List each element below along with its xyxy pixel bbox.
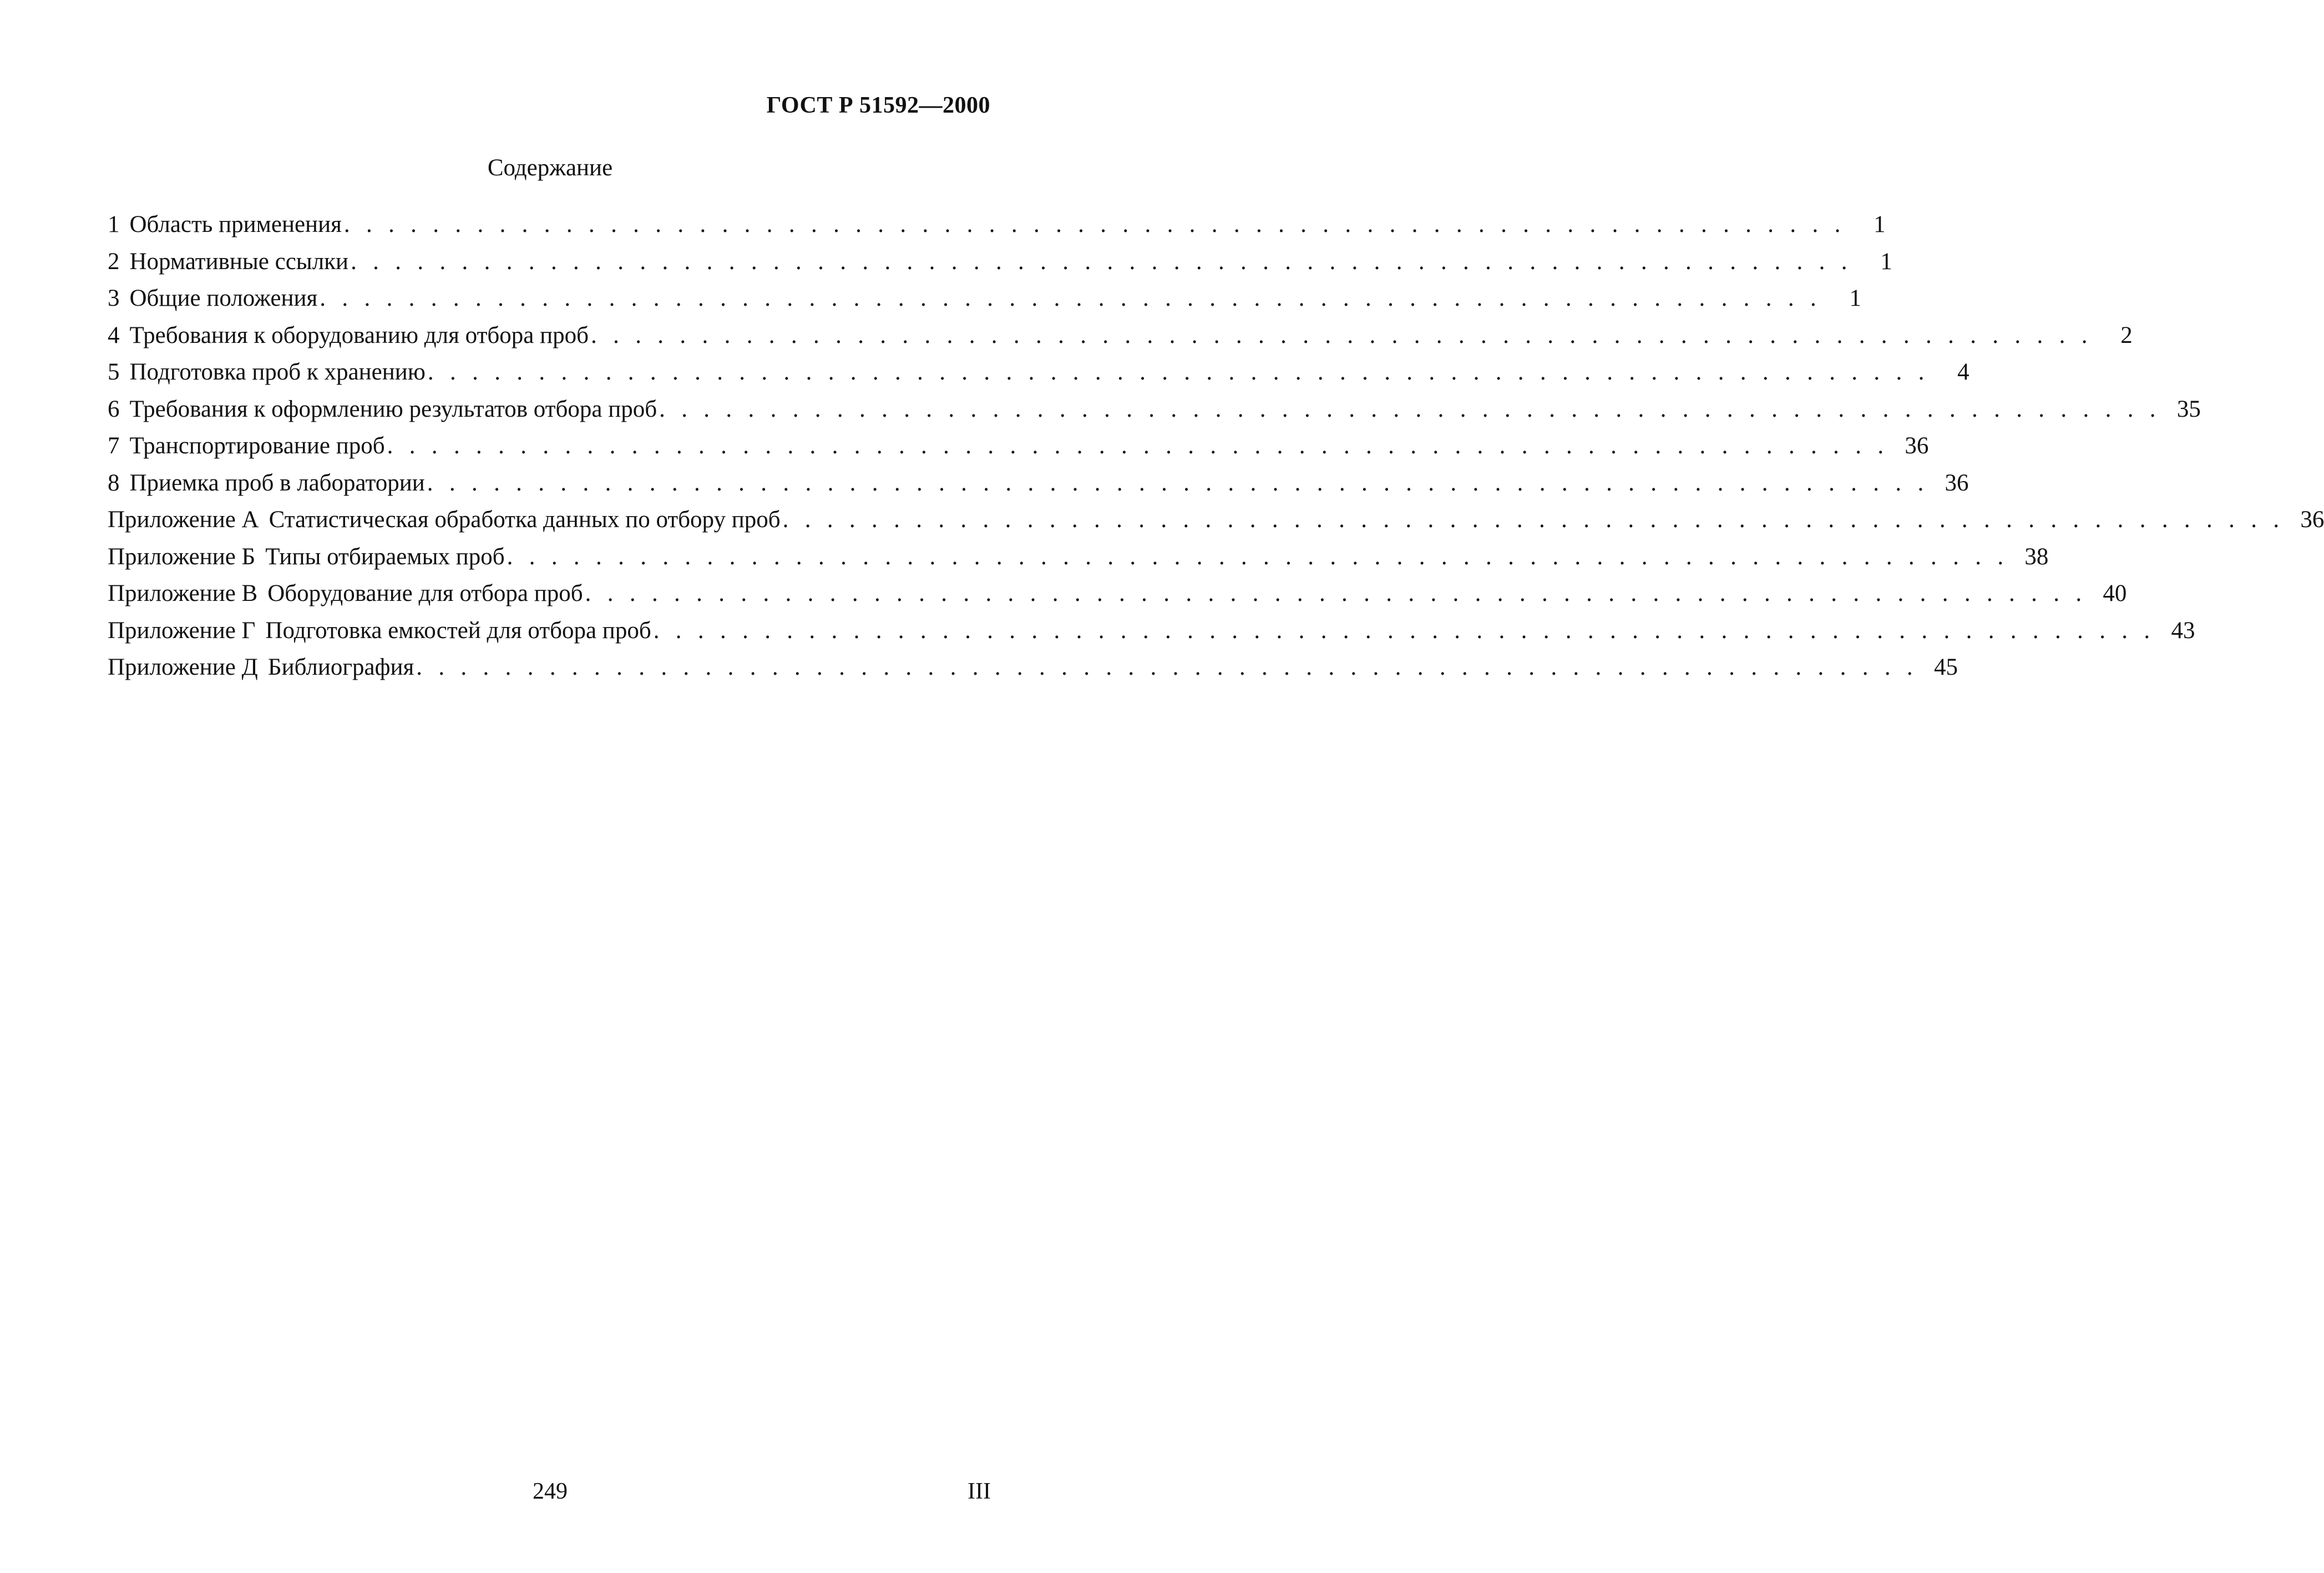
toc-dot-leader: . . . . . . . . . . . . . . . . . . . . . . . . . . . . . . . . . . . . . . . . . . . . . . . . . . . . . . . . . . . . . . . . . . . . <box>427 359 1930 385</box>
toc-item-title: Библиография <box>267 654 414 680</box>
toc-item-title: Оборудование для отбора проб <box>267 580 583 606</box>
page-number: 249 <box>533 1479 568 1504</box>
toc-item-number: 7 <box>108 433 120 459</box>
toc-item-number: Приложение Д <box>108 654 258 680</box>
toc-item-title: Область применения <box>129 211 342 237</box>
toc-dot-leader: . . . . . . . . . . . . . . . . . . . . . . . . . . . . . . . . . . . . . . . . . . . . . . . . . . . . . . . . . . . . . . . . . . . . <box>416 654 1918 680</box>
toc-item <box>108 575 2127 613</box>
toc-item-page: 36 <box>1905 433 1929 459</box>
document-code: ГОСТ Р 51592—2000 <box>766 93 990 118</box>
toc-item-number: 8 <box>108 469 120 496</box>
toc-item-number: Приложение Б <box>108 543 256 570</box>
toc-item-title: Приемка проб в лаборатории <box>129 469 425 496</box>
toc-item-page: 4 <box>1957 359 1969 385</box>
toc-item-page: 40 <box>2103 580 2127 606</box>
toc-item-title: Требования к оформлению результатов отбора проб <box>129 396 657 422</box>
toc-item <box>108 317 2133 355</box>
toc-item-page: 35 <box>2176 396 2201 422</box>
toc-item-page: 1 <box>1880 248 1892 275</box>
toc-dot-leader: . . . . . . . . . . . . . . . . . . . . . . . . . . . . . . . . . . . . . . . . . . . . . . . . . . . . . . . . . . . . . . . . . . . . <box>320 285 1822 311</box>
toc-item-page: 43 <box>2171 617 2195 644</box>
toc-item-page: 1 <box>1874 211 1886 237</box>
toc-item-page: 36 <box>1945 469 1969 496</box>
toc-item-number: Приложение А <box>108 507 259 533</box>
toc-item <box>108 391 2201 428</box>
toc-item <box>108 502 2324 539</box>
toc-item <box>108 244 1892 281</box>
toc-item-number: Приложение В <box>108 580 258 606</box>
toc-item-page: 1 <box>1849 285 1862 311</box>
toc-item-page: 38 <box>2024 543 2049 570</box>
toc-item-number: 2 <box>108 248 120 275</box>
toc-item-number: 5 <box>108 359 120 385</box>
toc-item-number: 1 <box>108 211 120 237</box>
toc-dot-leader: . . . . . . . . . . . . . . . . . . . . . . . . . . . . . . . . . . . . . . . . . . . . . . . . . . . . . . . . . . . . . . . . . . . . <box>427 469 1929 496</box>
toc-dot-leader: . . . . . . . . . . . . . . . . . . . . . . . . . . . . . . . . . . . . . . . . . . . . . . . . . . . . . . . . . . . . . . . . . . . . <box>507 543 2009 570</box>
toc-item <box>108 206 1886 244</box>
toc-dot-leader: . . . . . . . . . . . . . . . . . . . . . . . . . . . . . . . . . . . . . . . . . . . . . . . . . . . . . . . . . . . . . . . . . . . . <box>782 507 2285 533</box>
toc-item-page: 36 <box>2300 507 2324 533</box>
toc-item <box>108 613 2195 650</box>
toc-dot-leader: . . . . . . . . . . . . . . . . . . . . . . . . . . . . . . . . . . . . . . . . . . . . . . . . . . . . . . . . . . . . . . . . . . . . <box>659 396 2161 422</box>
table-of-contents <box>108 206 2324 686</box>
toc-item-title: Подготовка емкостей для отбора проб <box>265 617 651 644</box>
toc-item-title: Транспортирование проб <box>129 433 385 459</box>
toc-item <box>108 465 1969 502</box>
toc-dot-leader: . . . . . . . . . . . . . . . . . . . . . . . . . . . . . . . . . . . . . . . . . . . . . . . . . . . . . . . . . . . . . . . . . . . . <box>351 248 1852 275</box>
toc-item-title: Общие положения <box>129 285 318 311</box>
toc-title: Содержание <box>487 155 613 181</box>
toc-dot-leader: . . . . . . . . . . . . . . . . . . . . . . . . . . . . . . . . . . . . . . . . . . . . . . . . . . . . . . . . . . . . . . . . . . . . <box>343 211 1846 237</box>
toc-item-number: 4 <box>108 322 120 348</box>
toc-dot-leader: . . . . . . . . . . . . . . . . . . . . . . . . . . . . . . . . . . . . . . . . . . . . . . . . . . . . . . . . . . . . . . . . . . . . <box>387 433 1889 459</box>
toc-dot-leader: . . . . . . . . . . . . . . . . . . . . . . . . . . . . . . . . . . . . . . . . . . . . . . . . . . . . . . . . . . . . . . . . . . . . <box>591 322 2093 348</box>
toc-item-title: Подготовка проб к хранению <box>129 359 426 385</box>
toc-item <box>108 280 1862 317</box>
toc-item-page: 45 <box>1933 654 1958 680</box>
toc-item-page: 2 <box>2120 322 2133 348</box>
toc-item <box>108 649 1958 686</box>
toc-dot-leader: . . . . . . . . . . . . . . . . . . . . . . . . . . . . . . . . . . . . . . . . . . . . . . . . . . . . . . . . . . . . . . . . . . . . <box>653 617 2155 644</box>
toc-item-number: 6 <box>108 396 120 422</box>
toc-item-title: Статистическая обработка данных по отбору проб <box>269 507 781 533</box>
toc-item-number: Приложение Г <box>108 617 256 644</box>
roman-page-number: III <box>968 1479 991 1504</box>
toc-item-title: Типы отбираемых проб <box>265 543 505 570</box>
toc-item <box>108 428 1929 465</box>
toc-item <box>108 354 1969 391</box>
toc-item-title: Нормативные ссылки <box>129 248 349 275</box>
toc-dot-leader: . . . . . . . . . . . . . . . . . . . . . . . . . . . . . . . . . . . . . . . . . . . . . . . . . . . . . . . . . . . . . . . . . . . . <box>585 580 2087 606</box>
toc-item <box>108 539 2049 576</box>
toc-item-title: Требования к оборудованию для отбора проб <box>129 322 589 348</box>
toc-item-number: 3 <box>108 285 120 311</box>
